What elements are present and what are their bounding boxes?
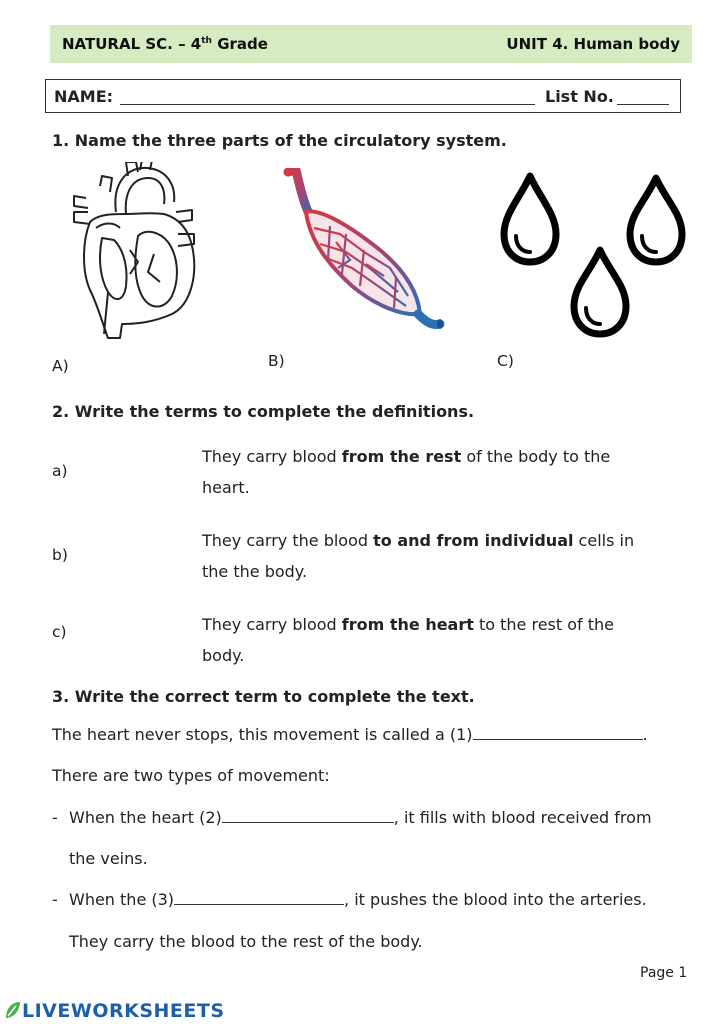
liveworksheets-logo: LIVEWORKSHEETS [4,1000,225,1022]
unit-title: UNIT 4. Human body [506,35,680,53]
answer-label-c: C) [497,352,514,370]
heart-icon [68,162,204,340]
definition-a: They carry blood from the rest of the body to the heart. [202,447,611,497]
question-2-title: 2. Write the terms to complete the definitions. [52,402,475,421]
capillaries-icon [280,168,446,338]
name-box [45,79,681,113]
blood-drops-icon [496,170,688,340]
definition-letter-a: a) [52,462,68,480]
q3-sentence-2: There are two types of movement: [52,766,330,785]
definition-letter-c: c) [52,623,67,641]
q3-bullet-1: When the heart (2) , it fills with blood received from [69,808,652,827]
list-number-field[interactable] [617,104,669,105]
definition-letter-b: b) [52,546,68,564]
list-number-label: List No. [545,87,614,106]
header-bar [50,25,692,63]
q3-bullet-1-continued: the veins. [69,849,148,868]
q3-bullet-2-continued: They carry the blood to the rest of the body. [69,932,423,951]
name-field[interactable] [120,104,535,105]
name-label: NAME: [54,87,114,106]
bullet-2-dash: - [52,890,58,909]
bullet-1-dash: - [52,808,58,827]
question-1-title: 1. Name the three parts of the circulatory system. [52,131,507,150]
answer-label-b: B) [268,352,285,370]
subject-grade: NATURAL SC. – 4th Grade [62,35,268,53]
definition-b: They carry the blood to and from individual cells in the the body. [202,531,635,581]
leaf-icon [4,1000,22,1020]
question-3-title: 3. Write the correct term to complete the text. [52,687,475,706]
blank-3[interactable] [174,890,344,905]
q3-bullet-2: When the (3) , it pushes the blood into the arteries. [69,890,647,909]
blank-1[interactable] [473,725,643,740]
q3-sentence-1: The heart never stops, this movement is called a (1) . [52,725,648,744]
answer-label-a: A) [52,357,69,375]
definition-c: They carry blood from the heart to the rest of the body. [202,615,614,665]
blank-2[interactable] [222,808,394,823]
page-number: Page 1 [640,965,688,981]
